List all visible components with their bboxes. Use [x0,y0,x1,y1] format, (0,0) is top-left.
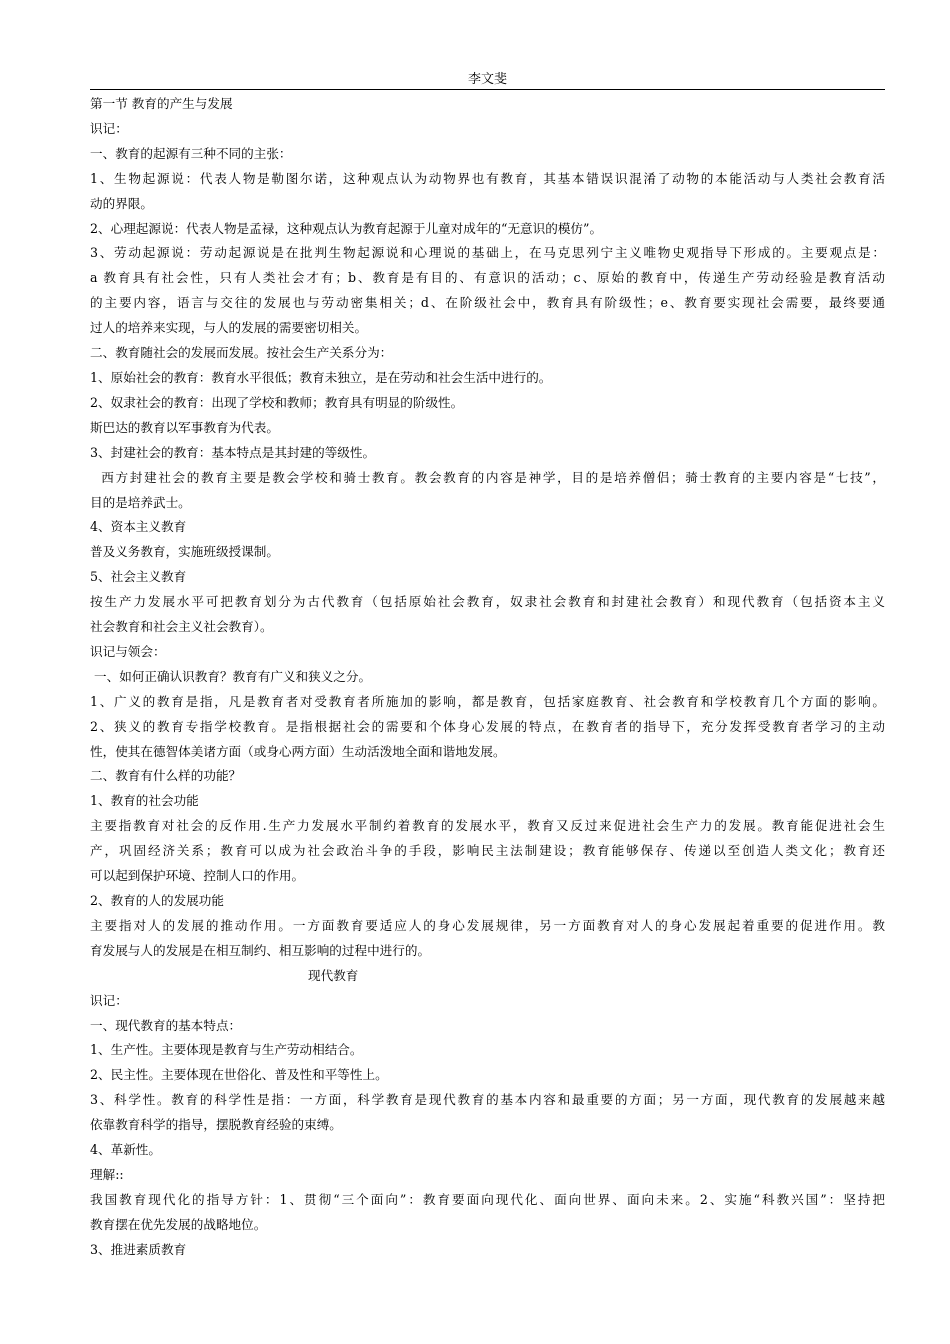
paragraph: 3、封建社会的教育：基本特点是其封建的等级性。 [90,444,376,460]
paragraph: 按生产力发展水平可把教育划分为古代教育（包括原始社会教育，奴隶社会教育和封建社会教育）和现代教育（包括资本主义 [90,594,885,610]
paragraph: 1、原始社会的教育：教育水平很低；教育未独立，是在劳动和社会生活中进行的。 [90,369,552,385]
paragraph: 可以起到保护环境、控制人口的作用。 [90,868,305,884]
heading-memorize: 识记： [90,120,128,136]
paragraph: 一、教育的起源有三种不同的主张： [90,145,292,161]
paragraph: 动的界限。 [90,195,153,211]
paragraph: 2、教育的人的发展功能 [90,893,224,908]
paragraph: 二、教育有什么样的功能？ [90,768,242,784]
paragraph: 2、民主性。主要体现在世俗化、普及性和平等性上。 [90,1067,388,1083]
paragraph: 的主要内容，语言与交往的发展也与劳动密集相关；d、在阶级社会中，教育具有阶级性；e、教育要实现社会需要，最终要通 [90,295,885,311]
paragraph: 西方封建社会的教育主要是教会学校和骑士教育。教会教育的内容是神学，目的是培养僧侣；骑士教育的主要内容是“七技”， [90,469,885,485]
paragraph: 教育摆在优先发展的战略地位。 [90,1216,267,1232]
paragraph: 1、广义的教育是指，凡是教育者对受教育者所施加的影响，都是教育，包括家庭教育、社会教育和学校教育几个方面的影响。 [90,693,885,709]
paragraph: 3、劳动起源说：劳动起源说是在批判生物起源说和心理说的基础上，在马克思列宁主义唯物史观指导下形成的。主要观点是： [90,245,885,261]
paragraph: 主要指教育对社会的反作用.生产力发展水平制约着教育的发展水平，教育又反过来促进社会生产力的发展。教育能促进社会生 [90,818,885,834]
paragraph: 4、资本主义教育 [90,519,187,535]
paragraph: 2、奴隶社会的教育：出现了学校和教师；教育具有明显的阶级性。 [90,394,464,410]
paragraph: 一、如何正确认识教育？教育有广义和狭义之分。 [90,668,372,684]
heading-memorize-understand: 识记与领会： [90,643,166,659]
section-title-modern-education: 现代教育 [308,967,359,983]
document-body [90,92,885,1263]
paragraph: 2、狭义的教育专指学校教育。是指根据社会的需要和个体身心发展的特点，在教育者的指导下，充分发挥受教育者学习的主动 [90,718,885,734]
heading-understand: 理解:: [90,1166,124,1182]
paragraph: a 教育具有社会性，只有人类社会才有；b、教育是有目的、有意识的活动；c、原始的教育中，传递生产劳动经验是教育活动 [90,270,885,286]
paragraph: 一、现代教育的基本特点： [90,1017,242,1033]
paragraph: 3、科学性。教育的科学性是指：一方面，科学教育是现代教育的基本内容和最重要的方面；另一方面，现代教育的发展越来越 [90,1092,885,1108]
section-title: 第一节 教育的产生与发展 [90,96,233,111]
paragraph: 3、推进素质教育 [90,1241,187,1257]
paragraph: 育发展与人的发展是在相互制约、相互影响的过程中进行的。 [90,942,431,958]
paragraph: 斯巴达的教育以军事教育为代表。 [90,419,279,435]
paragraph: 1、教育的社会功能 [90,793,199,809]
paragraph: 5、社会主义教育 [90,569,187,585]
paragraph: 1、生产性。主要体现是教育与生产劳动相结合。 [90,1042,363,1058]
paragraph: 二、教育随社会的发展而发展。按社会生产关系分为： [90,345,393,361]
paragraph: 普及义务教育，实施班级授课制。 [90,544,279,560]
paragraph: 主要指对人的发展的推动作用。一方面教育要适应人的身心发展规律，另一方面教育对人的身心发展起着重要的促进作用。教 [90,917,885,933]
paragraph: 社会教育和社会主义社会教育）。 [90,619,273,635]
page-header-author: 李文斐 [467,72,507,87]
paragraph: 4、革新性。 [90,1142,161,1158]
paragraph: 产，巩固经济关系；教育可以成为社会政治斗争的手段，影响民主法制建设；教育能够保存、传递以至创造人类文化；教育还 [90,843,885,859]
paragraph: 我国教育现代化的指导方针：1、贯彻“三个面向”：教育要面向现代化、面向世界、面向未来。2、实施“科教兴国”：坚持把 [90,1191,885,1207]
paragraph: 过人的培养来实现，与人的发展的需要密切相关。 [90,320,368,336]
paragraph: 目的是培养武士。 [90,494,191,510]
heading-memorize: 识记： [90,992,128,1008]
paragraph: 1、生物起源说：代表人物是勒图尔诺，这种观点认为动物界也有教育，其基本错误识混淆了动物的本能活动与人类社会教育活 [90,170,885,186]
paragraph: 依靠教育科学的指导，摆脱教育经验的束缚。 [90,1117,342,1133]
header-rule [90,89,885,90]
paragraph: 2、心理起源说：代表人物是孟禄，这种观点认为教育起源于儿童对成年的“无意识的模仿”。 [90,220,603,236]
paragraph: 性，使其在德智体美诸方面（或身心两方面）生动活泼地全面和谐地发展。 [90,743,506,759]
